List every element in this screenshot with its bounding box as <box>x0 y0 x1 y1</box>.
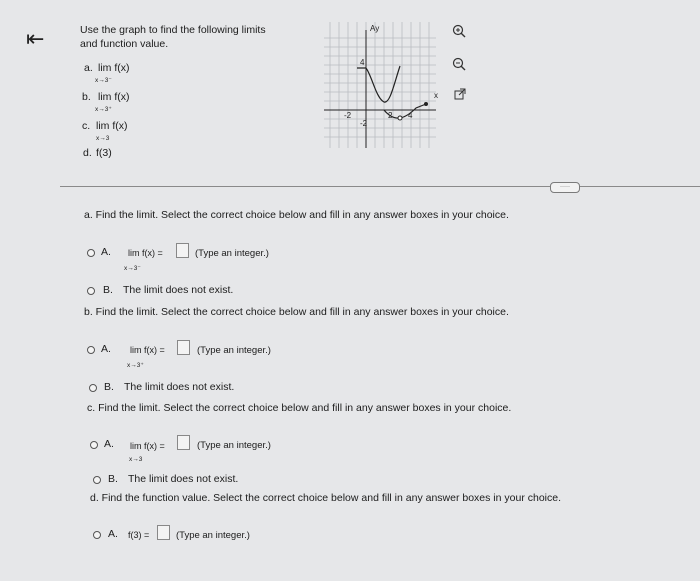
question-a-answer-box[interactable] <box>176 243 189 258</box>
item-c-sub: x→3 <box>96 135 110 142</box>
intro-line-2: and function value. <box>80 38 169 50</box>
x-axis-label: x <box>434 91 438 100</box>
zoom-out-icon[interactable] <box>452 57 466 74</box>
question-d-answer-box[interactable] <box>157 525 170 540</box>
item-b-sub: x→3⁺ <box>95 106 112 113</box>
question-c-option-b-text: The limit does not exist. <box>128 473 239 485</box>
question-a-option-a-hint: (Type an integer.) <box>195 248 269 259</box>
closed-point <box>424 102 428 106</box>
item-a-sub: x→3⁻ <box>95 77 112 84</box>
question-b-answer-box[interactable] <box>177 340 190 355</box>
question-c-option-b-radio[interactable] <box>93 476 101 484</box>
function-curve <box>357 66 400 102</box>
question-c-option-a-hint: (Type an integer.) <box>197 440 271 451</box>
question-b-option-b-text: The limit does not exist. <box>124 381 235 393</box>
question-c-option-a-letter: A. <box>104 438 114 450</box>
question-a-prompt: a. Find the limit. Select the correct choice below and fill in any answer boxes in your choice. <box>84 209 509 221</box>
question-a-option-b-letter: B. <box>103 284 113 296</box>
question-c-prompt: c. Find the limit. Select the correct choice below and fill in any answer boxes in your choice. <box>87 402 512 414</box>
y-tick-top: 4 <box>360 58 365 67</box>
question-a-option-a-expr: lim f(x) = <box>128 248 163 258</box>
question-d-option-a-expr: f(3) = <box>128 530 150 540</box>
x-tick-right: 2 <box>388 111 393 120</box>
intro-line-1: Use the graph to find the following limits <box>80 24 266 36</box>
item-a-text: lim f(x) <box>98 62 130 74</box>
y-tick-bottom: -2 <box>360 119 368 128</box>
item-d-text: f(3) <box>96 147 112 159</box>
x-tick-left: -2 <box>344 111 352 120</box>
y-axis-label: Ay <box>370 24 380 33</box>
question-b-option-a-expr: lim f(x) = <box>130 345 165 355</box>
zoom-in-icon[interactable] <box>452 24 466 41</box>
question-a-option-a-radio[interactable] <box>87 249 95 257</box>
graph-grid <box>324 22 436 148</box>
x-tick-right2: 4 <box>408 111 413 120</box>
question-c-option-a-sub: x→3 <box>129 456 143 463</box>
question-d-option-a-radio[interactable] <box>93 531 101 539</box>
item-b-text: lim f(x) <box>98 91 130 103</box>
function-graph <box>324 22 444 154</box>
question-d-prompt: d. Find the function value. Select the correct choice below and fill in any answer boxes in your choice. <box>90 492 562 504</box>
item-a-label: a. <box>84 62 93 74</box>
item-c-label: c. <box>82 120 91 132</box>
question-a-option-b-text: The limit does not exist. <box>123 284 234 296</box>
question-b-option-a-letter: A. <box>101 343 111 355</box>
question-b-option-b-radio[interactable] <box>89 384 97 392</box>
question-d-option-a-hint: (Type an integer.) <box>176 530 250 541</box>
question-b-prompt: b. Find the limit. Select the correct choice below and fill in any answer boxes in your choice. <box>84 306 509 318</box>
item-d-label: d. <box>83 147 92 159</box>
question-d-option-a-letter: A. <box>108 528 118 540</box>
question-a-option-a-sub: x→3⁻ <box>124 265 141 272</box>
question-c-option-a-radio[interactable] <box>90 441 98 449</box>
question-b-option-b-letter: B. <box>104 381 114 393</box>
open-point <box>398 116 402 120</box>
back-button[interactable]: ⇤ <box>26 26 45 51</box>
question-b-option-a-radio[interactable] <box>87 346 95 354</box>
external-link-icon[interactable] <box>454 88 466 103</box>
question-b-option-a-sub: x→3⁺ <box>127 362 144 369</box>
item-b-label: b. <box>82 91 91 103</box>
more-button[interactable]: ····· <box>550 182 580 193</box>
question-b-option-a-hint: (Type an integer.) <box>197 345 271 356</box>
question-a-option-b-radio[interactable] <box>87 287 95 295</box>
item-c-text: lim f(x) <box>96 120 128 132</box>
question-c-answer-box[interactable] <box>177 435 190 450</box>
question-c-option-b-letter: B. <box>108 473 118 485</box>
question-a-option-a-letter: A. <box>101 246 111 258</box>
section-divider <box>60 186 700 187</box>
question-c-option-a-expr: lim f(x) = <box>130 441 165 451</box>
